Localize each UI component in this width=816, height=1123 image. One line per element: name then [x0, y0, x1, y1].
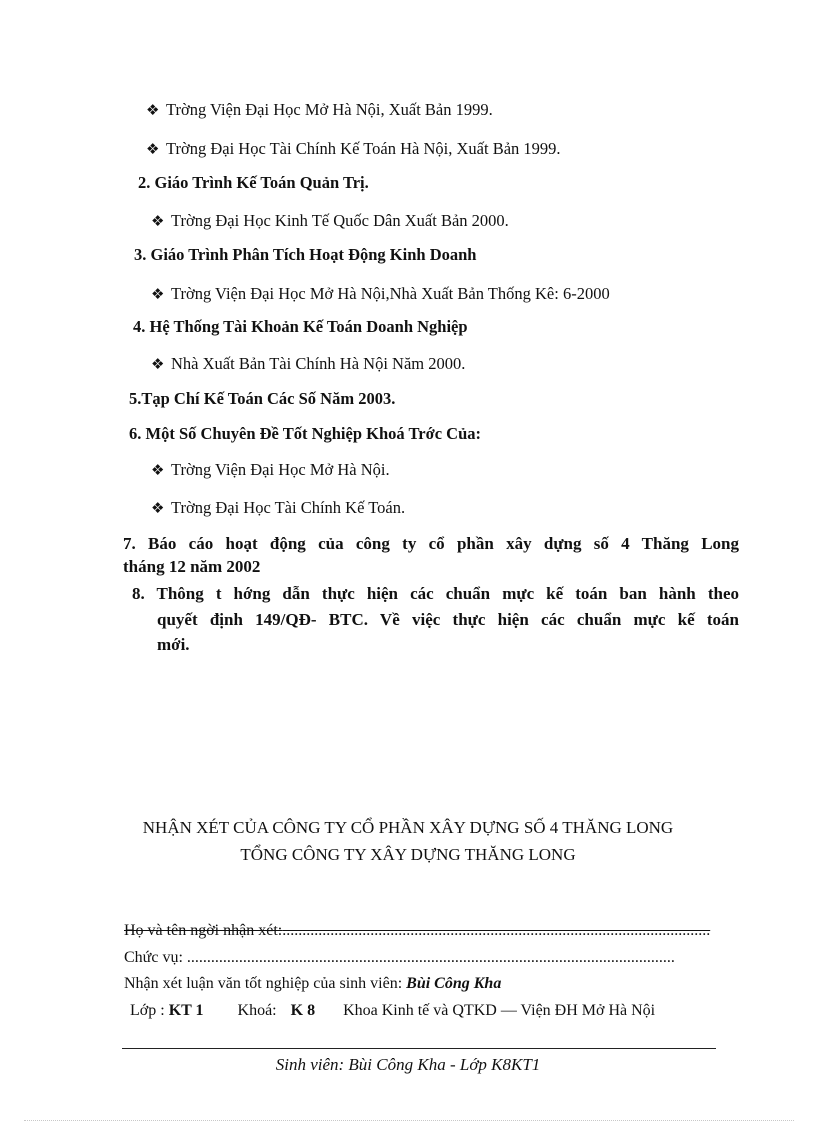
ref-1-sub-b: ❖ Trờng Đại Học Tài Chính Kế Toán Hà Nội, Xuất Bản 1999.	[146, 139, 561, 158]
faculty-text: Khoa Kinh tế và QTKD — Viện ĐH Mở Hà Nội	[343, 1002, 656, 1019]
ref-4-sub: ❖ Nhà Xuất Bản Tài Chính Hà Nội Năm 2000.	[151, 354, 466, 373]
ref-4-title: 4. Hệ Thống Tài Khoản Kế Toán Doanh Nghiệp	[133, 317, 468, 336]
diamond-bullet-icon: ❖	[146, 140, 160, 158]
class-info-line: Lớp : KT 1 Khoá: K 8 Khoa Kinh tế và QTKD — Viện ĐH Mở Hà Nội	[130, 1002, 656, 1019]
ref-8-line-2: quyết định 149/QĐ- BTC. Về việc thực hiện các chuẩn mực kế toán	[157, 610, 739, 629]
student-name: Bùi Công Kha	[406, 975, 502, 992]
ref-6-title: 6. Một Số Chuyên Đề Tốt Nghiệp Khoá Trớc Của:	[129, 424, 481, 443]
reviewer-position-line: Chức vụ: ..........................................................................................................................	[124, 949, 675, 966]
diamond-bullet-icon: ❖	[151, 461, 165, 479]
diamond-bullet-icon: ❖	[146, 101, 160, 119]
course-value: K 8	[290, 1002, 316, 1019]
thesis-review-line: Nhận xét luận văn tốt nghiệp của sinh viên: Bùi Công Kha	[124, 975, 502, 992]
ref-5-title: 5.Tạp Chí Kế Toán Các Số Năm 2003.	[129, 389, 396, 408]
footer-divider	[122, 1048, 716, 1049]
diamond-bullet-icon: ❖	[151, 212, 165, 230]
review-heading: NHẬN XÉT CỦA CÔNG TY CỔ PHẦN XÂY DỰNG SỐ 4 THĂNG LONG	[142, 818, 674, 837]
diamond-bullet-icon: ❖	[151, 285, 165, 303]
ref-7-line-1: 7. Báo cáo hoạt động của công ty cổ phần xây dựng số 4 Thăng Long	[123, 534, 739, 553]
footer-text: Sinh viên: Bùi Công Kha - Lớp K8KT1	[275, 1055, 541, 1074]
review-subheading: TỔNG CÔNG TY XÂY DỰNG THĂNG LONG	[240, 845, 576, 864]
class-value: KT 1	[168, 1002, 204, 1019]
ref-2-title: 2. Giáo Trình Kế Toán Quản Trị.	[138, 173, 369, 192]
diamond-bullet-icon: ❖	[151, 355, 165, 373]
page-bottom-border	[24, 1120, 794, 1121]
ref-8-line-3: mới.	[157, 635, 190, 654]
ref-7-line-2: tháng 12 năm 2002	[123, 557, 261, 576]
ref-6-sub-b: ❖ Trờng Đại Học Tài Chính Kế Toán.	[151, 498, 406, 517]
ref-1-sub-a: ❖ Trờng Viện Đại Học Mở Hà Nội, Xuất Bản 1999.	[146, 100, 493, 119]
ref-6-sub-a: ❖ Trờng Viện Đại Học Mở Hà Nội.	[151, 460, 390, 479]
ref-3-sub: ❖ Trờng Viện Đại Học Mở Hà Nội,Nhà Xuất Bản Thống Kê: 6-2000	[151, 284, 610, 303]
reviewer-name-line: Họ và tên ngời nhận xét:...........................................................................................................	[124, 922, 711, 939]
diamond-bullet-icon: ❖	[151, 499, 165, 517]
ref-3-title: 3. Giáo Trình Phân Tích Hoạt Động Kinh Doanh	[134, 245, 477, 264]
ref-2-sub: ❖ Trờng Đại Học Kinh Tế Quốc Dân Xuất Bản 2000.	[151, 211, 509, 230]
ref-8-line-1: 8. Thông t hớng dẫn thực hiện các chuẩn mực kế toán ban hành theo	[132, 584, 739, 603]
